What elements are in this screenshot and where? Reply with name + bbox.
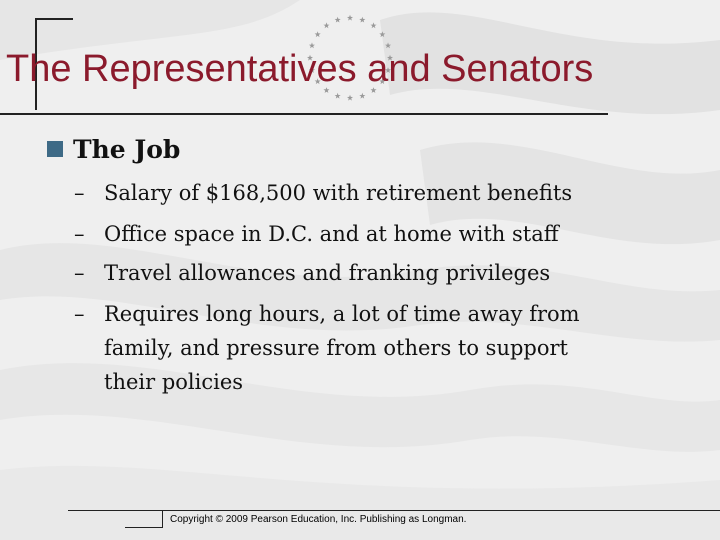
- star-icon: [347, 15, 353, 21]
- sub-item: [74, 217, 714, 251]
- sub-item: [74, 256, 714, 290]
- sub-item-text-continued: their policies: [104, 370, 244, 394]
- footer-rule: [68, 510, 720, 511]
- copyright-footer: Copyright © 2009 Pearson Education, Inc. Publishing as Longman.: [170, 514, 467, 525]
- bullet-square-icon: [47, 141, 63, 157]
- main-bullet: The Job: [73, 135, 181, 164]
- star-icon: [379, 31, 385, 37]
- star-icon: [359, 17, 365, 23]
- title-underline: [0, 113, 608, 115]
- star-icon: [323, 22, 329, 28]
- sub-item-text: Requires long hours, a lot of time away from: [104, 302, 580, 326]
- sub-item: [74, 176, 714, 210]
- sub-item-text-continued: family, and pressure from others to support: [104, 336, 568, 360]
- dash: –: [74, 261, 85, 285]
- star-icon: [359, 93, 365, 99]
- slide-title: The Representatives and Senators: [6, 48, 594, 90]
- footer-frame-bottom: [125, 527, 163, 528]
- sub-item-text: Office space in D.C. and at home with staff: [104, 222, 559, 246]
- sub-item-text: Salary of $168,500 with retirement benefits: [104, 181, 573, 205]
- star-icon: [335, 93, 341, 99]
- dash: –: [74, 222, 85, 246]
- title-frame-top: [35, 18, 73, 20]
- star-icon: [371, 22, 377, 28]
- sub-item-text: Travel allowances and franking privileges: [104, 261, 551, 285]
- star-icon: [347, 95, 353, 101]
- sub-item: [74, 297, 714, 399]
- star-icon: [335, 17, 341, 23]
- footer-frame-left: [162, 510, 163, 528]
- dash: –: [74, 302, 85, 326]
- star-icon: [315, 31, 321, 37]
- dash: –: [74, 181, 85, 205]
